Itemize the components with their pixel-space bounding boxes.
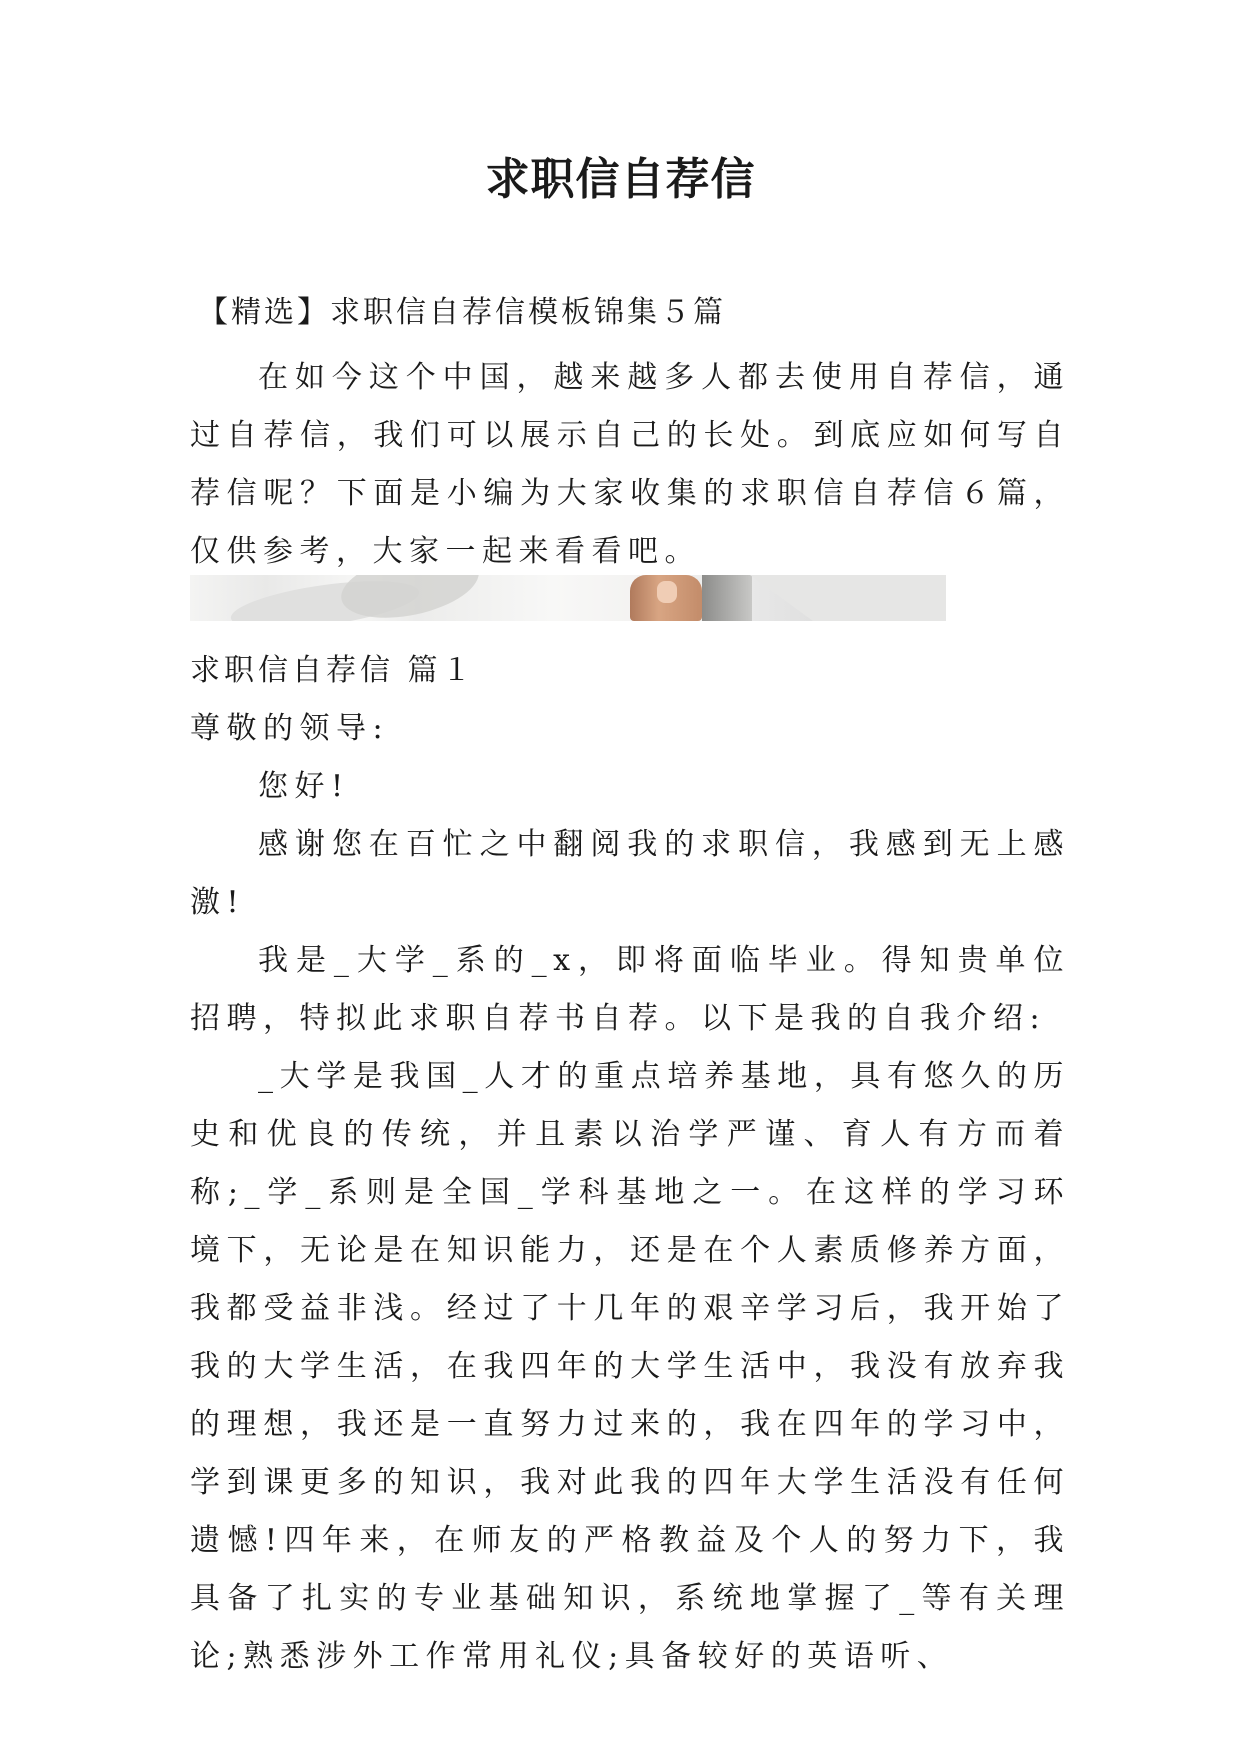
banner-dark-shape	[702, 575, 752, 621]
letter-paragraph: 感谢您在百忙之中翻阅我的求职信，我感到无上感激!	[190, 827, 1070, 920]
letter-salutation: 尊敬的领导:	[190, 711, 390, 746]
banner-fingernail-shape	[657, 581, 677, 603]
letter-greeting: 您好!	[258, 769, 350, 804]
document-title: 求职信自荐信	[485, 154, 756, 205]
banner-image	[190, 575, 946, 621]
section-heading: 求职信自荐信 篇１	[190, 653, 476, 688]
letter-paragraph: 我是_大学_系的_x，即将面临毕业。得知贵单位招聘，特拟此求职自荐书自荐。以下是我的自我介绍:	[190, 943, 1070, 1036]
intro-paragraph: 在如今这个中国，越来越多人都去使用自荐信，通过自荐信，我们可以展示自己的长处。到底应如何写自荐信呢？下面是小编为大家收集的求职信自荐信６篇，仅供参考，大家一起来看看吧。	[190, 360, 1070, 569]
letter-paragraph: _大学是我国_人才的重点培养基地，具有悠久的历史和优良的传统，并且素以治学严谨、育人有方而着称;_学_系则是全国_学科基地之一。在这样的学习环境下，无论是在知识能力，还是在个人素质修养方面，我都受益非浅。经过了十几年的艰辛学习后，我开始了我的大学生活，在我四年的大学生活中，我没有放弃我的理想，我还是一直努力过来的，我在四年的学习中，学到课更多的知识，我对此我的四年大学生活没有任何遗憾!四年来，在师友的严格教益及个人的努力下，我具备了扎实的专业基础知识，系统地掌握了_等有关理论;熟悉涉外工作常用礼仪;具备较好的英语听、	[190, 1059, 1070, 1674]
document-subtitle: 【精选】求职信自荐信模板锦集５篇	[198, 295, 726, 330]
banner-shadow-shape	[335, 575, 484, 621]
letter-body	[190, 642, 1070, 1686]
banner-paper-shape	[750, 575, 946, 621]
